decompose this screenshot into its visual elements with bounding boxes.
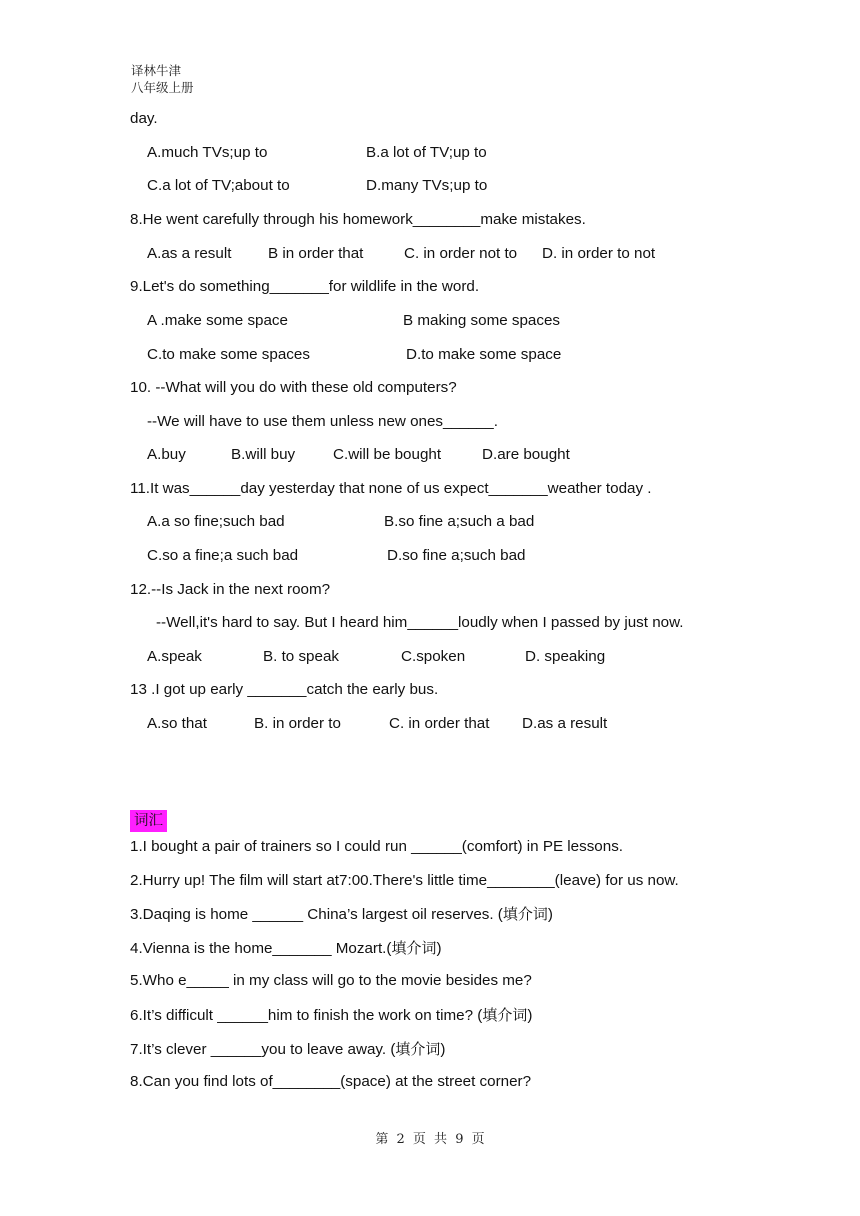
header-grade: 八年级上册 bbox=[131, 80, 194, 95]
q9-option-a: A .make some space bbox=[147, 312, 288, 329]
q9-option-b: B making some spaces bbox=[403, 312, 561, 329]
question-12-reply: --Well,it's hard to say. But I heard him______loudly when I passed by just now. bbox=[156, 614, 684, 631]
fill-preposition-hint: 填介词 bbox=[395, 1040, 441, 1058]
vocab-item-7: 7.It’s clever ______you to leave away. (填介词) bbox=[130, 1040, 446, 1058]
question-12: 12.--Is Jack in the next room? bbox=[130, 581, 331, 598]
q11-option-d: D.so fine a;such bad bbox=[387, 547, 526, 564]
vocab-item-4: 4.Vienna is the home_______ Mozart.(填介词) bbox=[130, 939, 442, 957]
q9-option-c: C.to make some spaces bbox=[147, 346, 310, 363]
q8-option-b: B in order that bbox=[268, 245, 364, 262]
q13-option-a: A.so that bbox=[147, 715, 207, 732]
q7-option-a: A.much TVs;up to bbox=[147, 144, 268, 161]
vocab-item-1: 1.I bought a pair of trainers so I could run ______(comfort) in PE lessons. bbox=[130, 838, 624, 855]
q9-option-d: D.to make some space bbox=[406, 346, 562, 363]
q13-option-b: B. in order to bbox=[254, 715, 341, 732]
header-textbook: 译林牛津 bbox=[131, 63, 182, 78]
vocab-item-8: 8.Can you find lots of________(space) at the street corner? bbox=[130, 1073, 532, 1090]
q13-option-c: C. in order that bbox=[389, 715, 490, 732]
question-7-tail: day. bbox=[130, 110, 158, 127]
question-11: 11.It was______day yesterday that none of us expect_______weather today . bbox=[130, 480, 652, 497]
q7-option-d: D.many TVs;up to bbox=[366, 177, 488, 194]
fill-preposition-hint: 填介词 bbox=[391, 939, 437, 957]
page-number-footer: 第 2 页 共 9 页 bbox=[375, 1132, 485, 1147]
q12-option-b: B. to speak bbox=[263, 648, 339, 665]
q12-option-c: C.spoken bbox=[401, 648, 466, 665]
vocab-item-6: 6.It’s difficult ______him to finish the work on time? (填介词) bbox=[130, 1006, 533, 1024]
q10-option-c: C.will be bought bbox=[333, 446, 442, 463]
question-9: 9.Let's do something_______for wildlife in the word. bbox=[130, 278, 480, 295]
section-title-vocabulary: 词汇 bbox=[130, 810, 167, 832]
document-header bbox=[131, 62, 194, 96]
question-8: 8.He went carefully through his homework________make mistakes. bbox=[130, 211, 586, 228]
vocab-item-5: 5.Who e_____ in my class will go to the movie besides me? bbox=[130, 972, 532, 989]
fill-preposition-hint: 填介词 bbox=[502, 905, 548, 923]
question-10: 10. --What will you do with these old computers? bbox=[130, 379, 457, 396]
fill-preposition-hint: 填介词 bbox=[482, 1006, 528, 1024]
q11-option-a: A.a so fine;such bad bbox=[147, 513, 285, 530]
q7-option-b: B.a lot of TV;up to bbox=[366, 144, 487, 161]
q10-option-a: A.buy bbox=[147, 446, 186, 463]
question-10-reply: --We will have to use them unless new ones______. bbox=[147, 413, 498, 430]
q12-option-a: A.speak bbox=[147, 648, 202, 665]
q11-option-c: C.so a fine;a such bad bbox=[147, 547, 299, 564]
q7-option-c: C.a lot of TV;about to bbox=[147, 177, 290, 194]
q8-option-a: A.as a result bbox=[147, 245, 232, 262]
q8-option-d: D. in order to not bbox=[542, 245, 656, 262]
q10-option-d: D.are bought bbox=[482, 446, 570, 463]
q13-option-d: D.as a result bbox=[522, 715, 608, 732]
q10-option-b: B.will buy bbox=[231, 446, 296, 463]
q12-option-d: D. speaking bbox=[525, 648, 606, 665]
q11-option-b: B.so fine a;such a bad bbox=[384, 513, 535, 530]
question-13: 13 .I got up early _______catch the early bus. bbox=[130, 681, 439, 698]
q8-option-c: C. in order not to bbox=[404, 245, 518, 262]
vocab-item-2: 2.Hurry up! The film will start at7:00.There's little time________(leave) for us now. bbox=[130, 872, 679, 889]
vocab-item-3: 3.Daqing is home ______ China’s largest oil reserves. (填介词) bbox=[130, 905, 553, 923]
